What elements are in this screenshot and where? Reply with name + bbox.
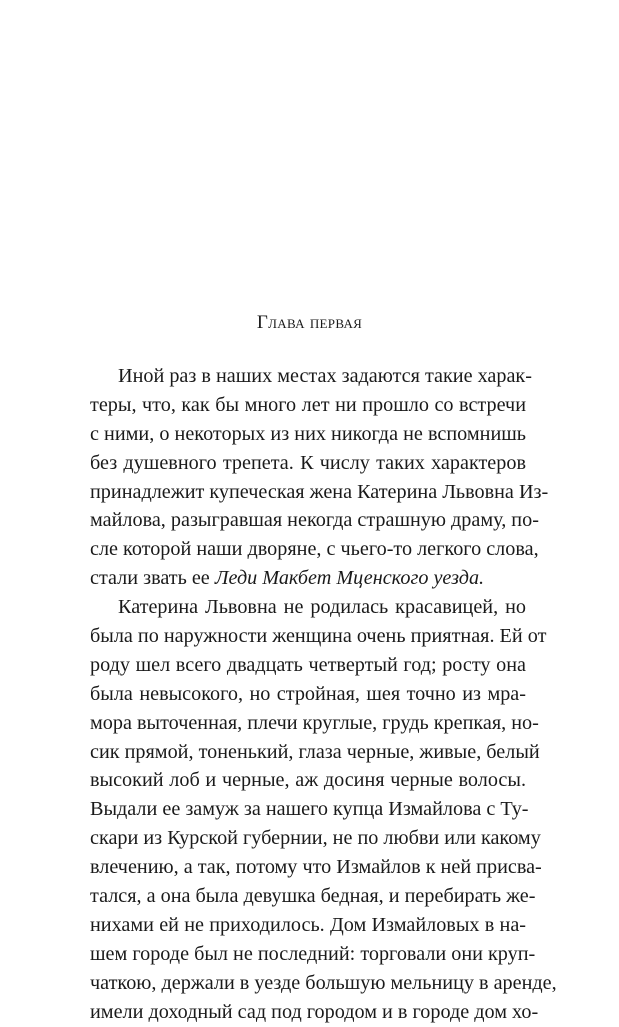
text-line: майлова, разыгравшая некогда страшную драму, по- <box>90 509 539 532</box>
text-prefix: стали звать ее <box>90 567 215 590</box>
text-line: мора выточенная, плечи круглые, грудь крепкая, но- <box>90 711 539 734</box>
text-line: влечению, а так, потому что Измайлов к ней присва- <box>90 856 542 879</box>
text-line: принадлежит купеческая жена Катерина Львовна Из- <box>90 480 549 503</box>
text-line: была по наружности женщина очень приятная. Ей от <box>90 625 547 648</box>
text-line: была невысокого, но стройная, шея точно из мра- <box>90 682 526 705</box>
text-line: шем городе был не последний: торговали они круп- <box>90 942 536 965</box>
text-line: скари из Курской губернии, не по любви или какому <box>90 827 541 850</box>
italic-title: Леди Макбет Мценского уезда. <box>214 567 485 590</box>
text-line: тался, а она была девушка бедная, и перебирать же- <box>90 885 536 908</box>
text-line: сик прямой, тоненький, глаза черные, живые, белый <box>90 740 540 763</box>
text-line: имели доходный сад под городом и в городе дом хо- <box>90 1000 539 1023</box>
text-line: нихами ей не приходилось. Дом Измайловых в на- <box>90 913 526 936</box>
text-line: Выдали ее замуж за нашего купца Измайлова с Ту- <box>90 798 529 821</box>
text-line: чаткою, держали в уезде большую мельницу в аренде, <box>90 971 557 994</box>
text-line: без душевного трепета. К числу таких характеров <box>90 451 526 474</box>
text-line: с ними, о некоторых из них никогда не вспомнишь <box>90 422 526 445</box>
text-line: Катерина Львовна не родилась красавицей, но <box>118 596 526 619</box>
text-line: сле которой наши дворяне, с чьего-то легкого слова, <box>90 538 539 561</box>
text-line: Иной раз в наших местах задаются такие харак- <box>118 365 532 387</box>
text-line-with-title <box>90 564 526 593</box>
body-text <box>90 362 557 1026</box>
chapter-title: Глава первая <box>256 312 363 333</box>
text-line: теры, что, как бы много лет ни прошло со встречи <box>90 393 526 416</box>
text-line: высокий лоб и черные, аж досиня черные волосы. <box>90 769 526 792</box>
text-line: роду шел всего двадцать четвертый год; росту она <box>90 653 526 676</box>
